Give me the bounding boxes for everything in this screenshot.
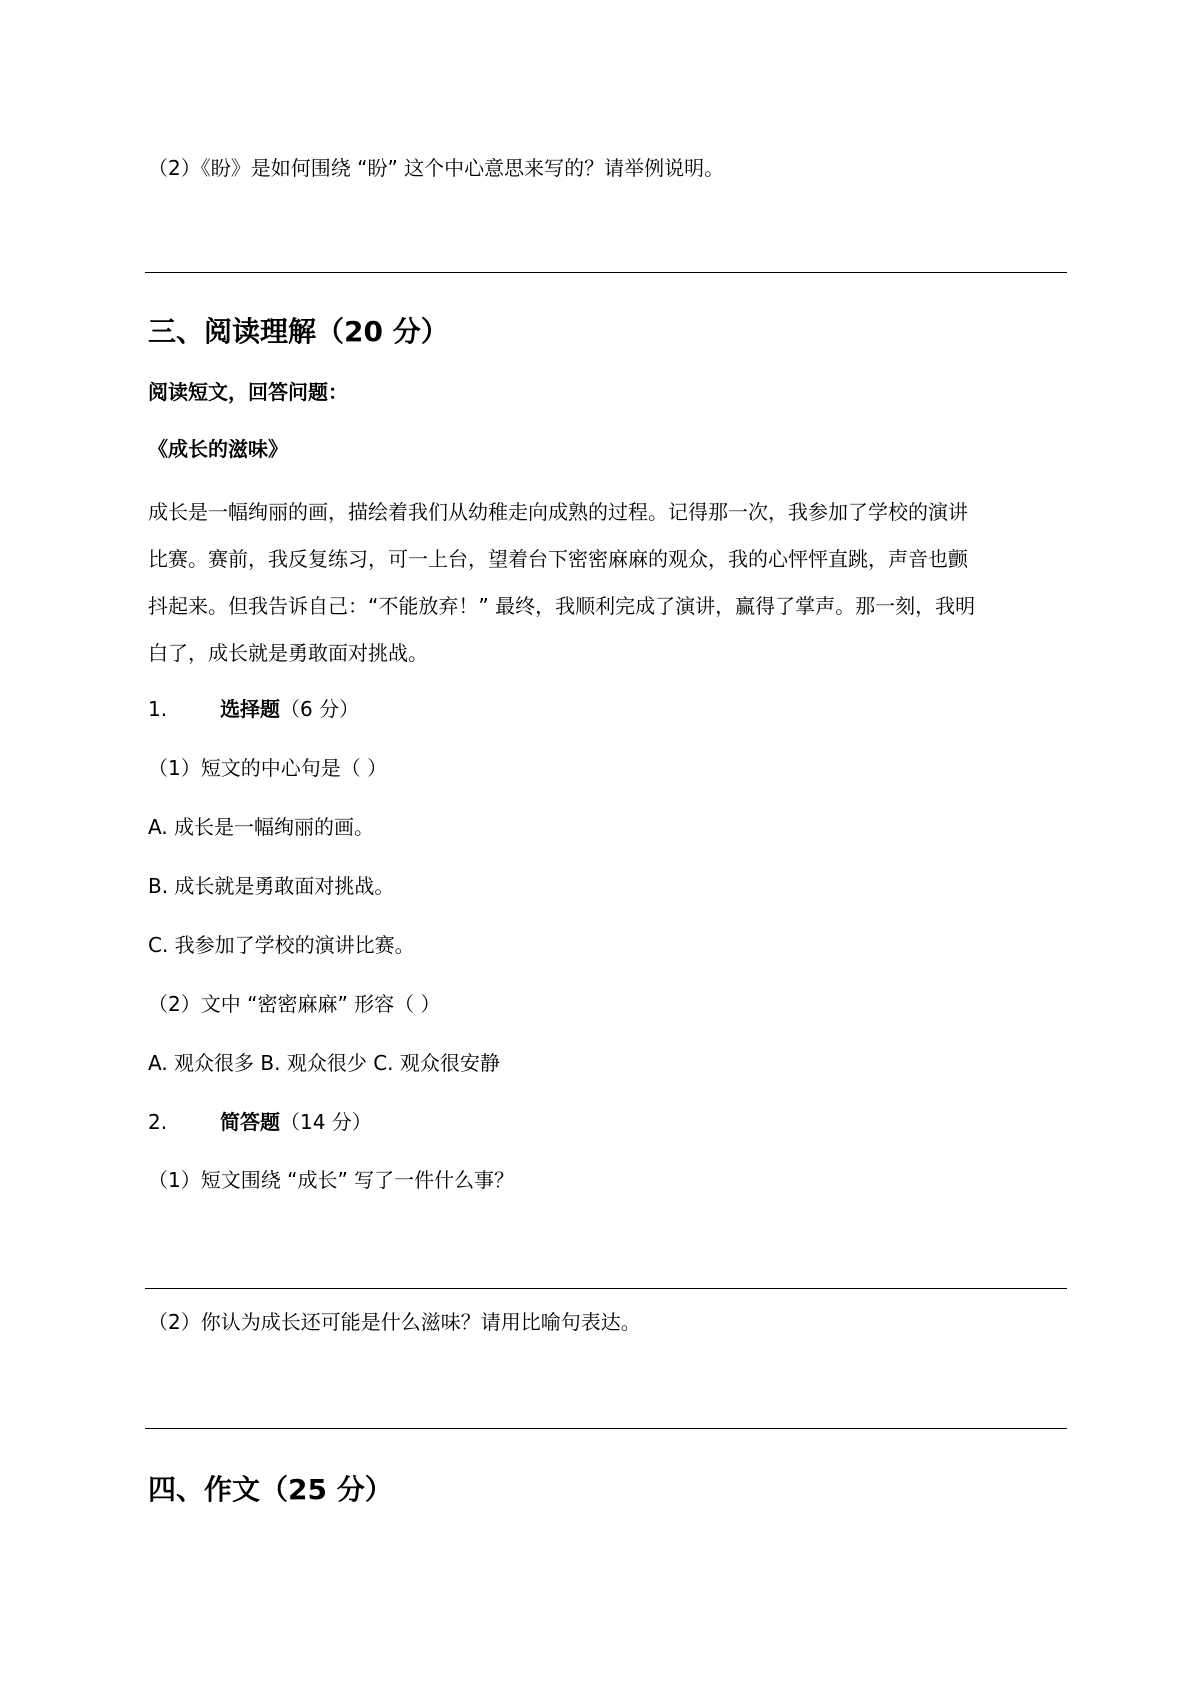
part2-header (148, 1110, 1064, 1134)
mc-option-c: C. 我参加了学校的演讲比赛。 (148, 933, 415, 957)
part1-title: 选择题 (220, 697, 280, 721)
section3-heading: 三、阅读理解（20 分） (148, 315, 449, 348)
reading-instruction: 阅读短文，回答问题： (148, 380, 348, 404)
mc-option-b: B. 成长就是勇敢面对挑战。 (148, 874, 395, 898)
part1-header (148, 697, 1064, 721)
part2-number: 2. (148, 1110, 168, 1134)
part1-number: 1. (148, 697, 168, 721)
part1-points: （6 分） (280, 697, 360, 721)
answer-line (145, 272, 1067, 273)
section4-heading: 四、作文（25 分） (148, 1473, 393, 1506)
passage-line: 成长是一幅绚丽的画，描绘着我们从幼稚走向成熟的过程。记得那一次，我参加了学校的演讲 (148, 500, 968, 524)
part2-points: （14 分） (280, 1110, 372, 1134)
answer-line (145, 1288, 1067, 1289)
short-answer-1: （1）短文围绕 “成长” 写了一件什么事？ (148, 1168, 515, 1192)
answer-line (145, 1428, 1067, 1429)
mc-question-2: （2）文中 “密密麻麻” 形容（ ） (148, 992, 441, 1016)
passage-title: 《成长的滋味》 (148, 437, 288, 461)
mc-option-a: A. 成长是一幅绚丽的画。 (148, 815, 375, 839)
passage-line: 抖起来。但我告诉自己：“不能放弃！” 最终，我顺利完成了演讲，赢得了掌声。那一刻，我明 (148, 594, 976, 618)
passage-text (148, 489, 1068, 677)
short-answer-2: （2）你认为成长还可能是什么滋味？请用比喻句表达。 (148, 1310, 641, 1334)
mc-question-1: （1）短文的中心句是（ ） (148, 756, 388, 780)
mc-question-2-options: A. 观众很多 B. 观众很少 C. 观众很安静 (148, 1051, 500, 1075)
section2-question2: （2）《盼》是如何围绕 “盼” 这个中心意思来写的？请举例说明。 (148, 156, 725, 180)
passage-line: 比赛。赛前，我反复练习，可一上台，望着台下密密麻麻的观众，我的心怦怦直跳，声音也颤 (148, 547, 968, 571)
part2-title: 简答题 (220, 1110, 280, 1134)
passage-line: 白了，成长就是勇敢面对挑战。 (148, 641, 428, 665)
